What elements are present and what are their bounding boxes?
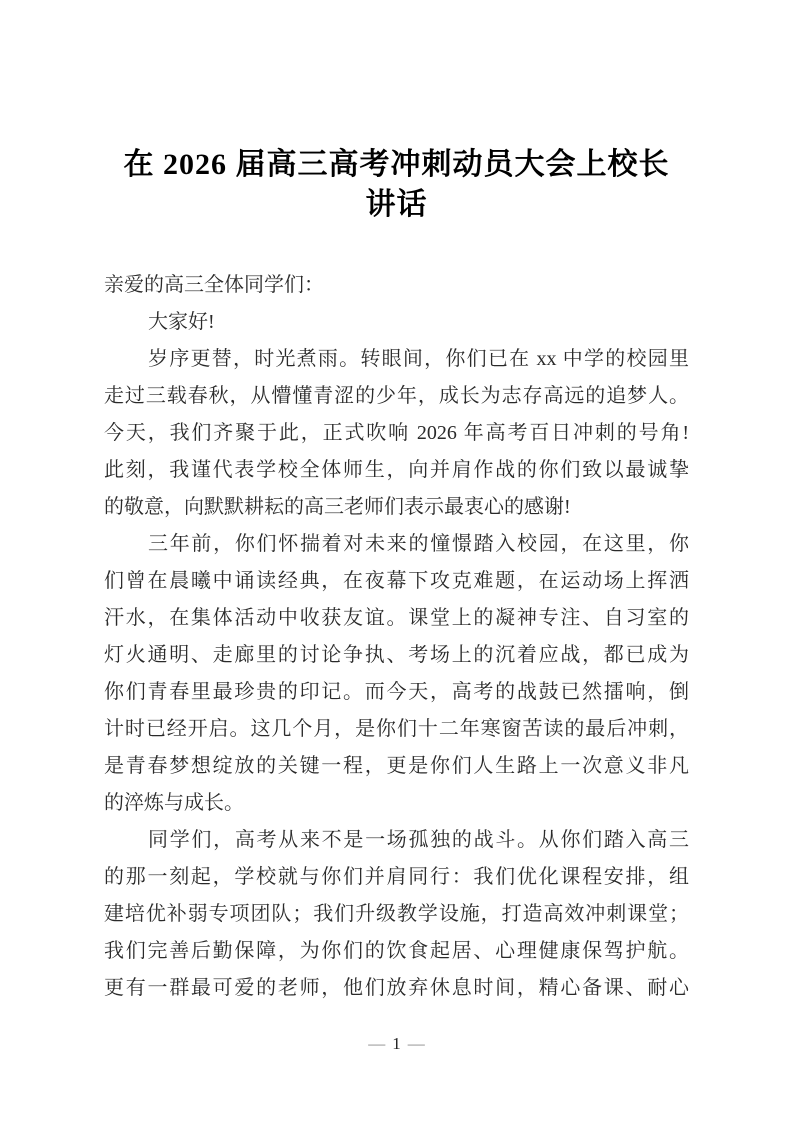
body-line: 是青春梦想绽放的关键一程，更是你们人生路上一次意义非凡 — [104, 755, 689, 777]
body-line: 更有一群最可爱的老师，他们放弃休息时间，精心备课、耐心 — [104, 977, 689, 999]
document-body — [104, 267, 689, 1007]
body-line: 的那一刻起，学校就与你们并肩同行：我们优化课程安排，组 — [104, 866, 689, 888]
body-line: 大家好! — [148, 311, 215, 333]
title-line-2: 讲话 — [365, 188, 428, 221]
body-line: 你们青春里最珍贵的印记。而今天，高考的战鼓已然擂响，倒 — [104, 681, 689, 703]
body-line: 的敬意，向默默耕耘的高三老师们表示最衷心的感谢! — [104, 496, 571, 518]
body-line: 今天，我们齐聚于此，正式吹响 2026 年高考百日冲刺的号角! — [104, 422, 689, 444]
body-line: 此刻，我谨代表学校全体师生，向并肩作战的你们致以最诚挚 — [104, 459, 689, 481]
body-line: 岁序更替，时光煮雨。转眼间，你们已在 xx 中学的校园里 — [148, 348, 689, 370]
document-title — [0, 0, 793, 225]
body-line: 计时已经开启。这几个月，是你们十二年寒窗苦读的最后冲刺， — [104, 718, 689, 740]
body-line: 我们完善后勤保障，为你们的饮食起居、心理健康保驾护航。 — [104, 940, 689, 962]
body-line: 汗水，在集体活动中收获友谊。课堂上的凝神专注、自习室的 — [104, 607, 689, 629]
page-number: 1 — [392, 1034, 401, 1053]
body-line: 走过三载春秋，从懵懂青涩的少年，成长为志存高远的追梦人。 — [104, 385, 689, 407]
title-line-1: 在 2026 届高三高考冲刺动员大会上校长 — [123, 148, 670, 181]
footer-dash-left: — — [368, 1034, 386, 1053]
body-line: 的淬炼与成长。 — [104, 792, 244, 814]
body-line: 灯火通明、走廊里的讨论争执、考场上的沉着应战，都已成为 — [104, 644, 689, 666]
body-line: 三年前，你们怀揣着对未来的憧憬踏入校园，在这里，你 — [148, 533, 689, 555]
body-line: 亲爱的高三全体同学们： — [104, 274, 324, 296]
body-line: 建培优补弱专项团队；我们升级教学设施，打造高效冲刺课堂； — [104, 903, 689, 925]
footer-dash-right: — — [407, 1034, 425, 1053]
body-line: 同学们，高考从来不是一场孤独的战斗。从你们踏入高三 — [148, 829, 689, 851]
page-footer — [0, 1033, 793, 1055]
body-line: 们曾在晨曦中诵读经典，在夜幕下攻克难题，在运动场上挥洒 — [104, 570, 689, 592]
